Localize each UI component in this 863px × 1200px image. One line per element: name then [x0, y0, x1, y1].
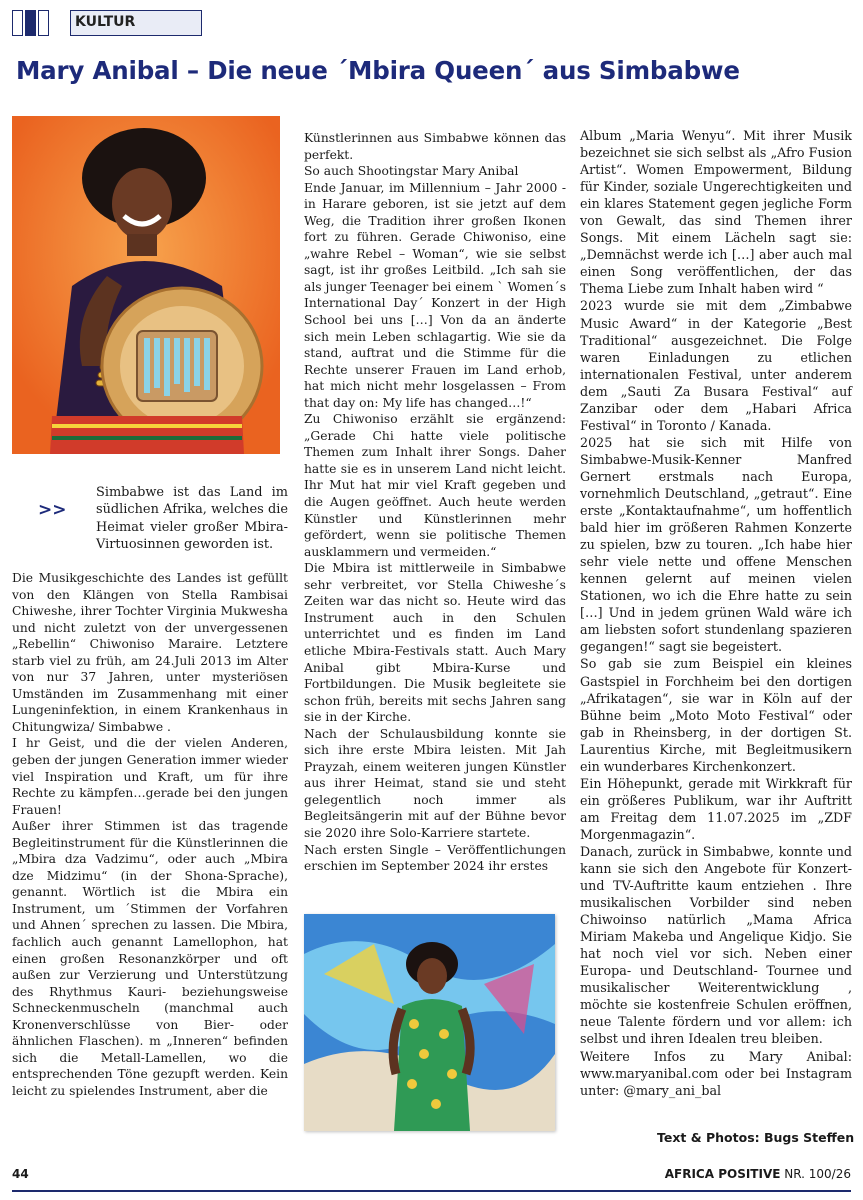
footer-rule — [12, 1190, 851, 1192]
column-3-paragraph: So gab sie zum Beispiel ein kleines Gastspiel in Forchheim bei den dortigen „Afrikatagen“, sie war in Köln auf der Bühne beim „Moto Moto Festival“ oder gab in Rheinsberg, in der dortigen St. Laurentius Kirche, mit Begleitmusikern ein wunderbares Kirchenkonzert. — [580, 656, 852, 774]
header-box — [25, 10, 36, 36]
column-3-paragraph: Weitere Infos zu Mary Anibal: www.maryanibal.com oder bei Instagram unter: @mary_ani_bal — [580, 1048, 852, 1098]
performance-photo — [304, 914, 555, 1131]
magazine-name: AFRICA POSITIVE — [664, 1167, 781, 1181]
portrait-photo — [12, 116, 280, 454]
section-header — [12, 10, 202, 36]
column-3-paragraph: Album „Maria Wenyu“. Mit ihrer Musik bezeichnet sie sich selbst als „Afro Fusion Artist“. Women Empowerment, Bildung für Kinder, soziale Ungerechtigkeiten und ein klares Statement gegen jegliche Form von Gewalt, das sind Themen ihrer Songs. Mit einem Lächeln sagt sie: „Demnächst werde ich […] aber auch mal einen Song veröffentlichen, der das Thema Liebe zum Inhalt haben wird “ — [580, 128, 852, 297]
column-3-paragraph: 2023 wurde sie mit dem „Zimbabwe Music Award“ in der Kategorie „Best Traditional“ ausgezeichnet. Die Folge waren Einladungen zu etlichen internationalen Festival, unter anderem dem „Sauti Za Busara Festival“ auf Zanzibar oder dem „Habari Africa Festival“ in Toronto / Kanada. — [580, 298, 852, 433]
column-3-paragraph: Danach, zurück in Simbabwe, konnte und kann sie sich den Angebote für Konzert- und TV-Auftritte kaum entziehen . Ihre musikalischen Vorbilder sind neben Chiwoinso natürlich „Mama Africa Miriam Makeba und Angelique Kidjo. Sie hat noch viel vor sich. Neben einer Europa- und Deutschland- Tournee und musikalischer Weiterentwicklung , möchte sie kostenfreie Schulen eröffnen, neue Talente fördern und vor allem: ich selbst und ihren Idealen treu bleiben. — [580, 843, 852, 1047]
section-label: KULTUR — [70, 10, 202, 36]
column-2-paragraph: Die Mbira ist mittlerweile in Simbabwe sehr verbreitet, vor Stella Chiweshe´s Zeiten war das nicht so. Heute wird das Instrument auch in den Schulen unterrichtet und es finden im Land etliche Mbira-Festivals statt. Auch Mary Anibal gibt Mbira-Kurse und Fortbildungen. Die Musik begleitete sie schon früh, bereits mit sechs Jahren sang sie in der Kirche. — [304, 561, 566, 725]
magazine-footer — [665, 1167, 851, 1181]
column-1-paragraph: Die Musikgeschichte des Landes ist gefüllt von den Klängen von Stella Rambisai Chiweshe, ihrer Tochter Virginia Mukwesha und nicht zuletzt von der unvergessenen „Rebellin“ Chiwoniso Maraire. Letztere starb viel zu früh, am 24.Juli 2013 im Alter von nur 37 Jahren, unter mysteriösen Umständen im Zusammenhang mit einer Lungeninfektion, in einem Krankenhaus in Chitungwiza/ Simbabwe . — [12, 571, 288, 734]
column-3-paragraph: 2025 hat sie sich mit Hilfe von Simbabwe-Musik-Kenner Manfred Gernert erstmals nach Europa, vornehmlich Deutschland, „getraut“. Eine erste „Kontaktaufnahme“, um hoffentlich bald hier im größeren Rahmen Konzerte zu spielen, bzw zu touren. „Ich habe hier sehr viele nette und offene Menschen kennen gelernt auf meinen vielen Stationen, wo ich die Ehre hatte zu sein […] Und in jedem grünen Wald wäre ich am liebsten sofort stundenlang spazieren gegangen!“ sagt sie begeistert. — [580, 434, 852, 655]
article-headline: Mary Anibal – Die neue ´Mbira Queen´ aus Simbabwe — [16, 56, 740, 85]
intro-marker: >> — [38, 500, 67, 520]
column-2-paragraph: Zu Chiwoniso erzählt sie ergänzend: „Gerade Chi hatte viele politische Themen zum Inhalt ihrer Songs. Daher hatte sie es in unserem Land nicht leicht. Ihr Mut hat mir viel Kraft gegeben und die Augen geöffnet. Auch heute werden Künstler und Künstlerinnen mehr gefördert, wenn sie politische Themen ausklammern und vermeiden.“ — [304, 412, 566, 559]
column-1 — [12, 570, 288, 1100]
issue-number: NR. 100/26 — [784, 1167, 851, 1181]
column-2 — [304, 130, 566, 875]
portrait-illustration — [12, 116, 280, 454]
performance-illustration — [304, 914, 555, 1131]
column-2-paragraph: Künstlerinnen aus Simbabwe können das perfekt. — [304, 131, 566, 162]
section-header-boxes — [12, 10, 49, 36]
column-2-paragraph: Nach der Schulausbildung konnte sie sich ihre erste Mbira leisten. Mit Jah Prayzah, einem weiteren jungen Künstler aus ihrer Heimat, stand sie und steht gelegentlich noch immer als Begleitsängerin mit auf der Bühne bevor sie 2020 ihre Solo-Karriere startete. — [304, 726, 566, 840]
column-1-paragraph: I hr Geist, und die der vielen Anderen, geben der jungen Generation immer wieder viel Inspiration und Kraft, um für ihre Rechte zu kämpfen…gerade bei den jungen Frauen! — [12, 736, 288, 817]
column-3 — [580, 127, 852, 1099]
column-2-paragraph: Ende Januar, im Millennium – Jahr 2000 - in Harare geboren, ist sie jetzt auf dem Weg, die Tradition ihrer großen Ikonen fort zu führen. Gerade Chiwoniso, eine „wahre Rebel – Woman“, wie sie selbst sagt, ist ihr großes Leitbild. „Ich sah sie als junger Teenager bei einem ` Women´s International Day´ Konzert in der High School bei uns […] Von da an änderte sich mein Leben schlagartig. Wie sie da stand, auftrat und die Stimme für die Rechte unserer Frauen im Land erhob, hat mich nicht mehr losgelassen – From that day on: My life has changed…!“ — [304, 180, 566, 410]
header-box — [12, 10, 23, 36]
page-number: 44 — [12, 1167, 29, 1181]
column-1-paragraph: Außer ihrer Stimmen ist das tragende Begleitinstrument für die Künstlerinnen die „Mbira dza Vadzimu“, oder auch „Mbira dze Midzimu“ (in der Shona-Sprache), genannt. Wörtlich ist die Mbira ein Instrument, um ´Stimmen der Vorfahren und Ahnen´ sprechen zu lassen. Die Mbira, fachlich auch genannt Lamellophon, hat einen großen Resonanzkörper und oft außen zur Verzierung und Unterstützung des Rhythmus Kauri- beziehungsweise Schneckenmuscheln (manchmal auch Kronenverschlüsse von Bier- oder ähnlichen Flaschen). m „Inneren“ befinden sich die Metall-Lamellen, wo die entsprechenden Töne gezupft werden. Kein leicht zu spielendes Instrument, aber die — [12, 819, 288, 1098]
intro-paragraph: Simbabwe ist das Land im südlichen Afrika, welches die Heimat vieler großer Mbira-Virtuosinnen geworden ist. — [96, 485, 288, 552]
header-box — [38, 10, 49, 36]
column-3-paragraph: Ein Höhepunkt, gerade mit Wirkkraft für ein größeres Publikum, war ihr Auftritt am Freitag dem 11.07.2025 im „ZDF Morgenmagazin“. — [580, 775, 852, 842]
photo-credit: Text & Photos: Bugs Steffen — [657, 1130, 855, 1145]
column-2-paragraph: Nach ersten Single – Veröffentlichungen erschien im September 2024 ihr erstes — [304, 842, 566, 874]
column-2-paragraph: So auch Shootingstar Mary Anibal — [304, 164, 519, 179]
